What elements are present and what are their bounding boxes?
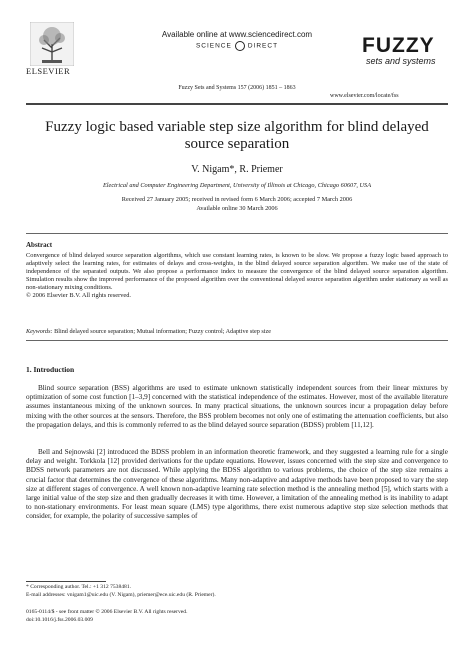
sd-circle-icon (235, 41, 245, 51)
keywords (26, 328, 448, 335)
intro-paragraph-1: Blind source separation (BSS) algorithms are used to estimate unknown statistically independent sources from their linear mixtures by optimization of some cost function [1–3,9] concerned with the statistical independence of the estimates. However, most of the available literature assumes instantaneous mixing of the unknown sources. In many practical situations, the unknown sources incur a propagation delay before mixing with the other sources at the sensors. Therefore, the BSS problem becomes not only one of estimating the attenuation coefficients, but also the propagation delays, and this is commonly referred to as the blind delayed source separation (BDSS) problem [11,12]. (26, 384, 448, 429)
abstract-divider-bottom (26, 340, 448, 341)
keywords-label: Keywords: (26, 328, 53, 335)
abstract-divider-top (26, 233, 448, 234)
journal-reference: Fuzzy Sets and Systems 157 (2006) 1851 – 1863 (178, 85, 296, 91)
available-online-date: Available online 30 March 2006 (196, 204, 278, 212)
article-dates (0, 196, 474, 213)
article-title: Fuzzy logic based variable step size algorithm for blind delayed source separation (45, 119, 429, 152)
received-dates: Received 27 January 2005; received in revised form 6 March 2006; accepted 7 March 2006 (121, 196, 353, 203)
footnote-email: E-mail addresses: vnigam1@uic.edu (V. Nigam), priemer@ece.uic.edu (R. Priemer). (26, 592, 216, 598)
available-online-text: Available online at www.sciencedirect.com (161, 30, 313, 39)
publisher-name: ELSEVIER (26, 66, 71, 76)
sd-right-text: DIRECT (247, 42, 279, 50)
abstract-heading: Abstract (26, 241, 53, 249)
journal-url-link[interactable]: www.elsevier.com/locate/fss (330, 93, 399, 99)
elsevier-tree-icon (30, 22, 74, 66)
journal-logo-main: FUZZY (362, 34, 435, 57)
author-affiliation: Electrical and Computer Engineering Department, University of Illinois at Chicago, Chicago 60607, USA (102, 182, 372, 189)
intro-paragraph-2: Bell and Sejnowski [2] introduced the BDSS problem in an information theoretic framework, and they suggested a learning rule for a single delay and weight. Torkkola [12] provided derivations for the update equations. However, issues concerned with the step size and convergence to BDSS network parameters are not discussed. While applying the BDSS algorithm to various problems, the choice of the step size remains a crucial factor that determines the convergence of these algorithms. Many non-adaptive and adaptive methods have been proposed to vary the step size at different stages of convergence. A well known non-adaptive learning rate selection method is the annealing method [5], which starts with a large initial value of the step size and then gradually decreases it with time. However, a limitation of the annealing method is its inability to adapt to non-stationary environments. For least mean square (LMS) type algorithms, there exist numerous adaptive step size selection methods that consider, for example, the polarity of successive samples of (26, 448, 448, 521)
journal-logo (362, 36, 444, 67)
abstract-copyright: © 2006 Elsevier B.V. All rights reserved. (26, 292, 132, 300)
article-authors: V. Nigam*, R. Priemer (191, 164, 283, 175)
doi-link[interactable]: doi:10.1016/j.fss.2006.03.009 (26, 616, 93, 623)
page-bottom-info (26, 609, 448, 624)
abstract-text: Convergence of blind delayed source separation algorithms, which use constant learning rates, is known to be slow. We propose a fuzzy logic based approach to adaptively select the learning rates, for estimates of delays and cross-weights, in the blind delayed source separation algorithm. We make use of the state of independence of the separated outputs. We also propose a performance index to measure the convergence of the blind delayed source separation algorithm. Simulation results show the improved performance of the proposed algorithm over the conventional delayed source separation algorithm under stationary as well as non-stationary mixing conditions. (26, 252, 448, 292)
journal-logo-sub: sets and systems (366, 56, 436, 66)
sd-left-text: SCIENCE (195, 42, 232, 50)
footnote-divider (26, 581, 106, 582)
keywords-text: Blind delayed source separation; Mutual information; Fuzzy control; Adaptive step size (54, 328, 271, 335)
issn-line: 0165-0114/$ - see front matter © 2006 Elsevier B.V. All rights reserved. (26, 609, 188, 615)
abstract-body (26, 252, 448, 301)
footnote-corresponding-author: * Corresponding author. Tel.: +1 312 7538481. (26, 584, 132, 590)
header-divider (26, 103, 448, 105)
section-heading-introduction: 1. Introduction (26, 365, 75, 374)
